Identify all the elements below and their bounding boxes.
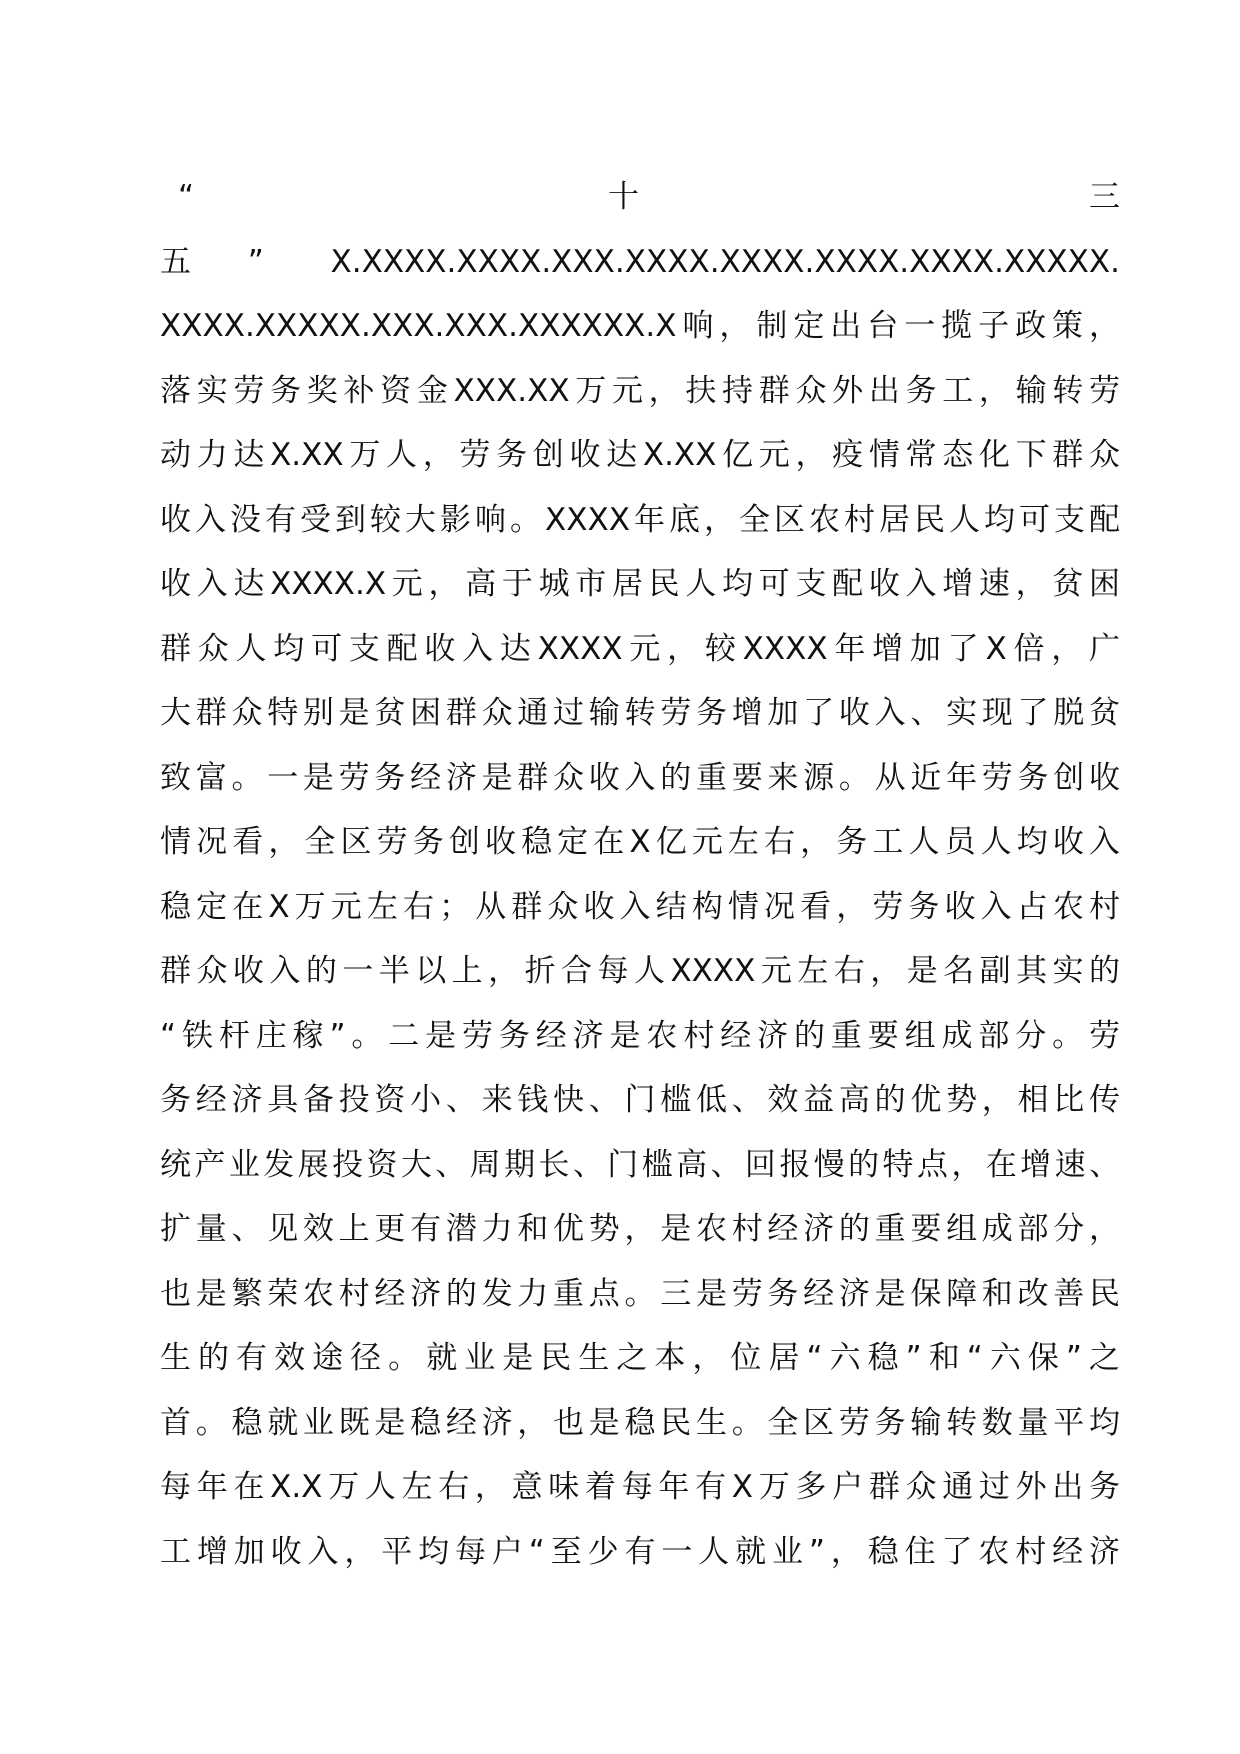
text-line: 群众收入的一半以上，折合每人XXXX元左右，是名副其实的 (160, 953, 1120, 989)
text-line-first (160, 165, 1120, 230)
text-line: 收入没有受到较大影响。XXXX年底，全区农村居民人均可支配 (160, 501, 1120, 538)
text-line: XXXX.XXXXX.XXX.XXX.XXXXXX.X响，制定出台一揽子政策， (160, 308, 1120, 344)
text-line: 扩量、见效上更有潜力和优势，是农村经济的重要组成部分， (160, 1211, 1120, 1247)
text-line: 五” X.XXXX.XXXX.XXX.XXXX.XXXX.XXXX.XXXX.XXXXX. (160, 243, 1120, 280)
text-line: 致富。一是劳务经济是群众收入的重要来源。从近年劳务创收 (160, 759, 1120, 796)
quote-mark: “ (178, 179, 195, 215)
text-line: 务经济具备投资小、来钱快、门槛低、效益高的优势，相比传 (160, 1082, 1120, 1118)
text-line: 稳定在X万元左右；从群众收入结构情况看，劳务收入占农村 (160, 888, 1120, 925)
text-line: 情况看，全区劳务创收稳定在X亿元左右，务工人员人均收入 (160, 824, 1120, 860)
char-ten: 十 (608, 179, 639, 215)
text-line: 工增加收入，平均每户“至少有一人就业”，稳住了农村经济 (160, 1533, 1120, 1570)
text-line: 落实劳务奖补资金XXX.XX万元，扶持群众外出务工，输转劳 (160, 372, 1120, 409)
text-line: 每年在X.X万人左右，意味着每年有X万多户群众通过外出务 (160, 1469, 1120, 1505)
text-line: 首。稳就业既是稳经济，也是稳民生。全区劳务输转数量平均 (160, 1404, 1120, 1441)
char-three: 三 (1089, 179, 1120, 215)
text-line: 大群众特别是贫困群众通过输转劳务增加了收入、实现了脱贫 (160, 695, 1120, 731)
text-line: 也是繁荣农村经济的发力重点。三是劳务经济是保障和改善民 (160, 1275, 1120, 1312)
text-line: 群众人均可支配收入达XXXX元，较XXXX年增加了X倍，广 (160, 630, 1120, 667)
text-line: 统产业发展投资大、周期长、门槛高、回报慢的特点，在增速、 (160, 1146, 1120, 1183)
text-line: 生的有效途径。就业是民生之本，位居“六稳”和“六保”之 (160, 1340, 1120, 1376)
text-line: 动力达X.XX万人，劳务创收达X.XX亿元，疫情常态化下群众 (160, 437, 1120, 473)
body-text (160, 165, 1120, 1584)
text-line: “铁杆庄稼”。二是劳务经济是农村经济的重要组成部分。劳 (160, 1017, 1120, 1054)
text-line: 收入达XXXX.X元，高于城市居民人均可支配收入增速，贫困 (160, 566, 1120, 602)
